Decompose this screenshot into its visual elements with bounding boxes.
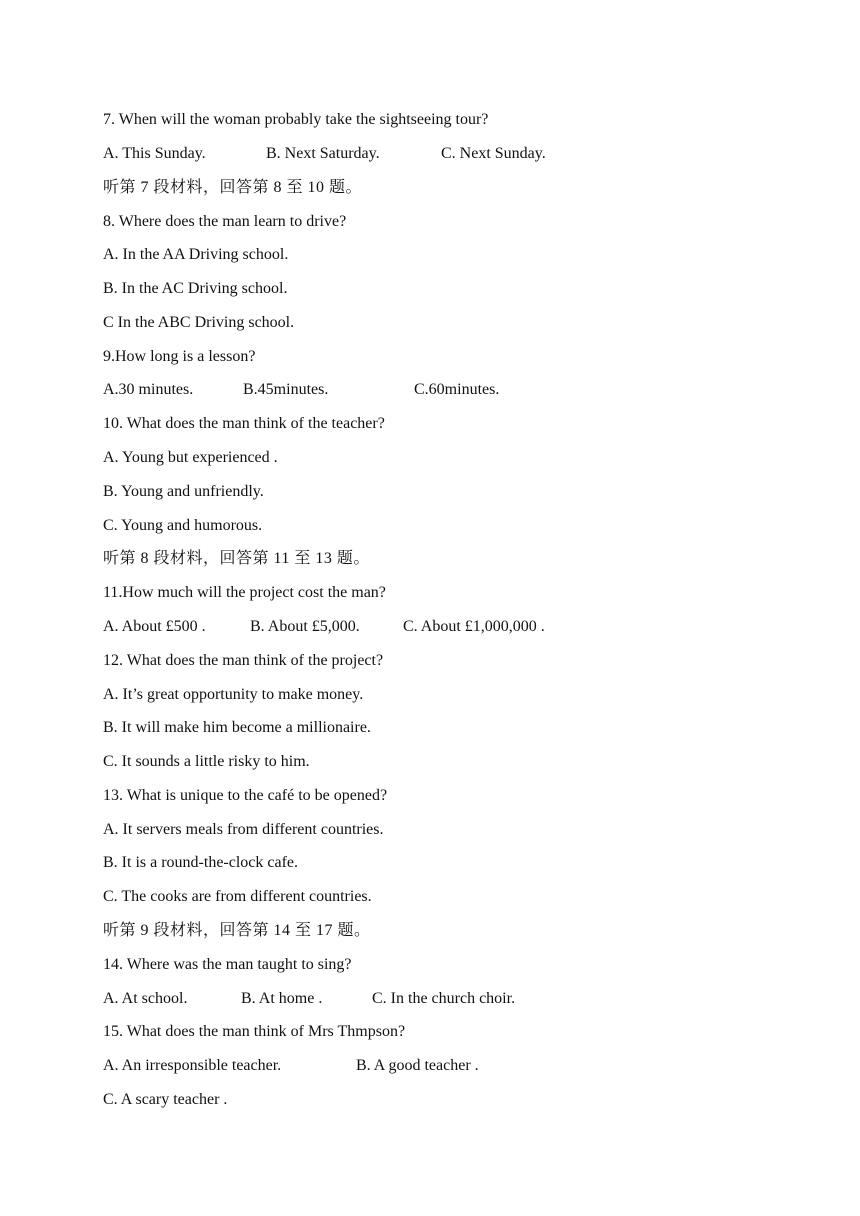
option-a: A. An irresponsible teacher.	[103, 1057, 282, 1074]
option-c: C.60minutes.	[414, 381, 500, 398]
question-7: 7. When will the woman probably take the sightseeing tour?	[103, 111, 489, 128]
question-8-option-c: C In the ABC Driving school.	[103, 314, 295, 331]
section-heading-9: 听第 9 段材料，回答第 14 至 17 题。	[103, 922, 371, 939]
question-8-option-b: B. In the AC Driving school.	[103, 280, 288, 297]
option-b: B.45minutes.	[243, 381, 329, 398]
section-heading-8: 听第 8 段材料，回答第 11 至 13 题。	[103, 550, 370, 567]
question-12: 12. What does the man think of the project?	[103, 652, 384, 669]
question-10-option-c: C. Young and humorous.	[103, 517, 263, 534]
question-12-option-a: A. It’s great opportunity to make money.	[103, 686, 364, 703]
question-12-option-b: B. It will make him become a millionaire.	[103, 719, 371, 736]
option-c: C. In the church choir.	[372, 990, 516, 1007]
question-15-option-c: C. A scary teacher .	[103, 1091, 228, 1108]
option-a: A. At school.	[103, 990, 188, 1007]
option-b: B. Next Saturday.	[266, 145, 380, 162]
option-c: C. Next Sunday.	[441, 145, 546, 162]
question-8: 8. Where does the man learn to drive?	[103, 213, 347, 230]
question-13: 13. What is unique to the café to be opened?	[103, 787, 388, 804]
question-13-option-a: A. It servers meals from different countries.	[103, 821, 384, 838]
option-b: B. A good teacher .	[356, 1057, 479, 1074]
question-11: 11.How much will the project cost the man?	[103, 584, 386, 601]
question-9: 9.How long is a lesson?	[103, 348, 256, 365]
option-c: C. About £1,000,000 .	[403, 618, 545, 635]
question-8-option-a: A. In the AA Driving school.	[103, 246, 289, 263]
option-a: A. About £500 .	[103, 618, 206, 635]
question-14: 14. Where was the man taught to sing?	[103, 956, 352, 973]
section-heading-7: 听第 7 段材料，回答第 8 至 10 题。	[103, 179, 363, 196]
option-a: A.30 minutes.	[103, 381, 194, 398]
question-13-option-c: C. The cooks are from different countries.	[103, 888, 372, 905]
question-13-option-b: B. It is a round-the-clock cafe.	[103, 854, 299, 871]
question-10-option-b: B. Young and unfriendly.	[103, 483, 264, 500]
question-10: 10. What does the man think of the teacher?	[103, 415, 385, 432]
option-b: B. At home .	[241, 990, 323, 1007]
option-b: B. About £5,000.	[250, 618, 360, 635]
question-12-option-c: C. It sounds a little risky to him.	[103, 753, 310, 770]
option-a: A. This Sunday.	[103, 145, 206, 162]
question-10-option-a: A. Young but experienced .	[103, 449, 278, 466]
question-15: 15. What does the man think of Mrs Thmpson?	[103, 1023, 406, 1040]
